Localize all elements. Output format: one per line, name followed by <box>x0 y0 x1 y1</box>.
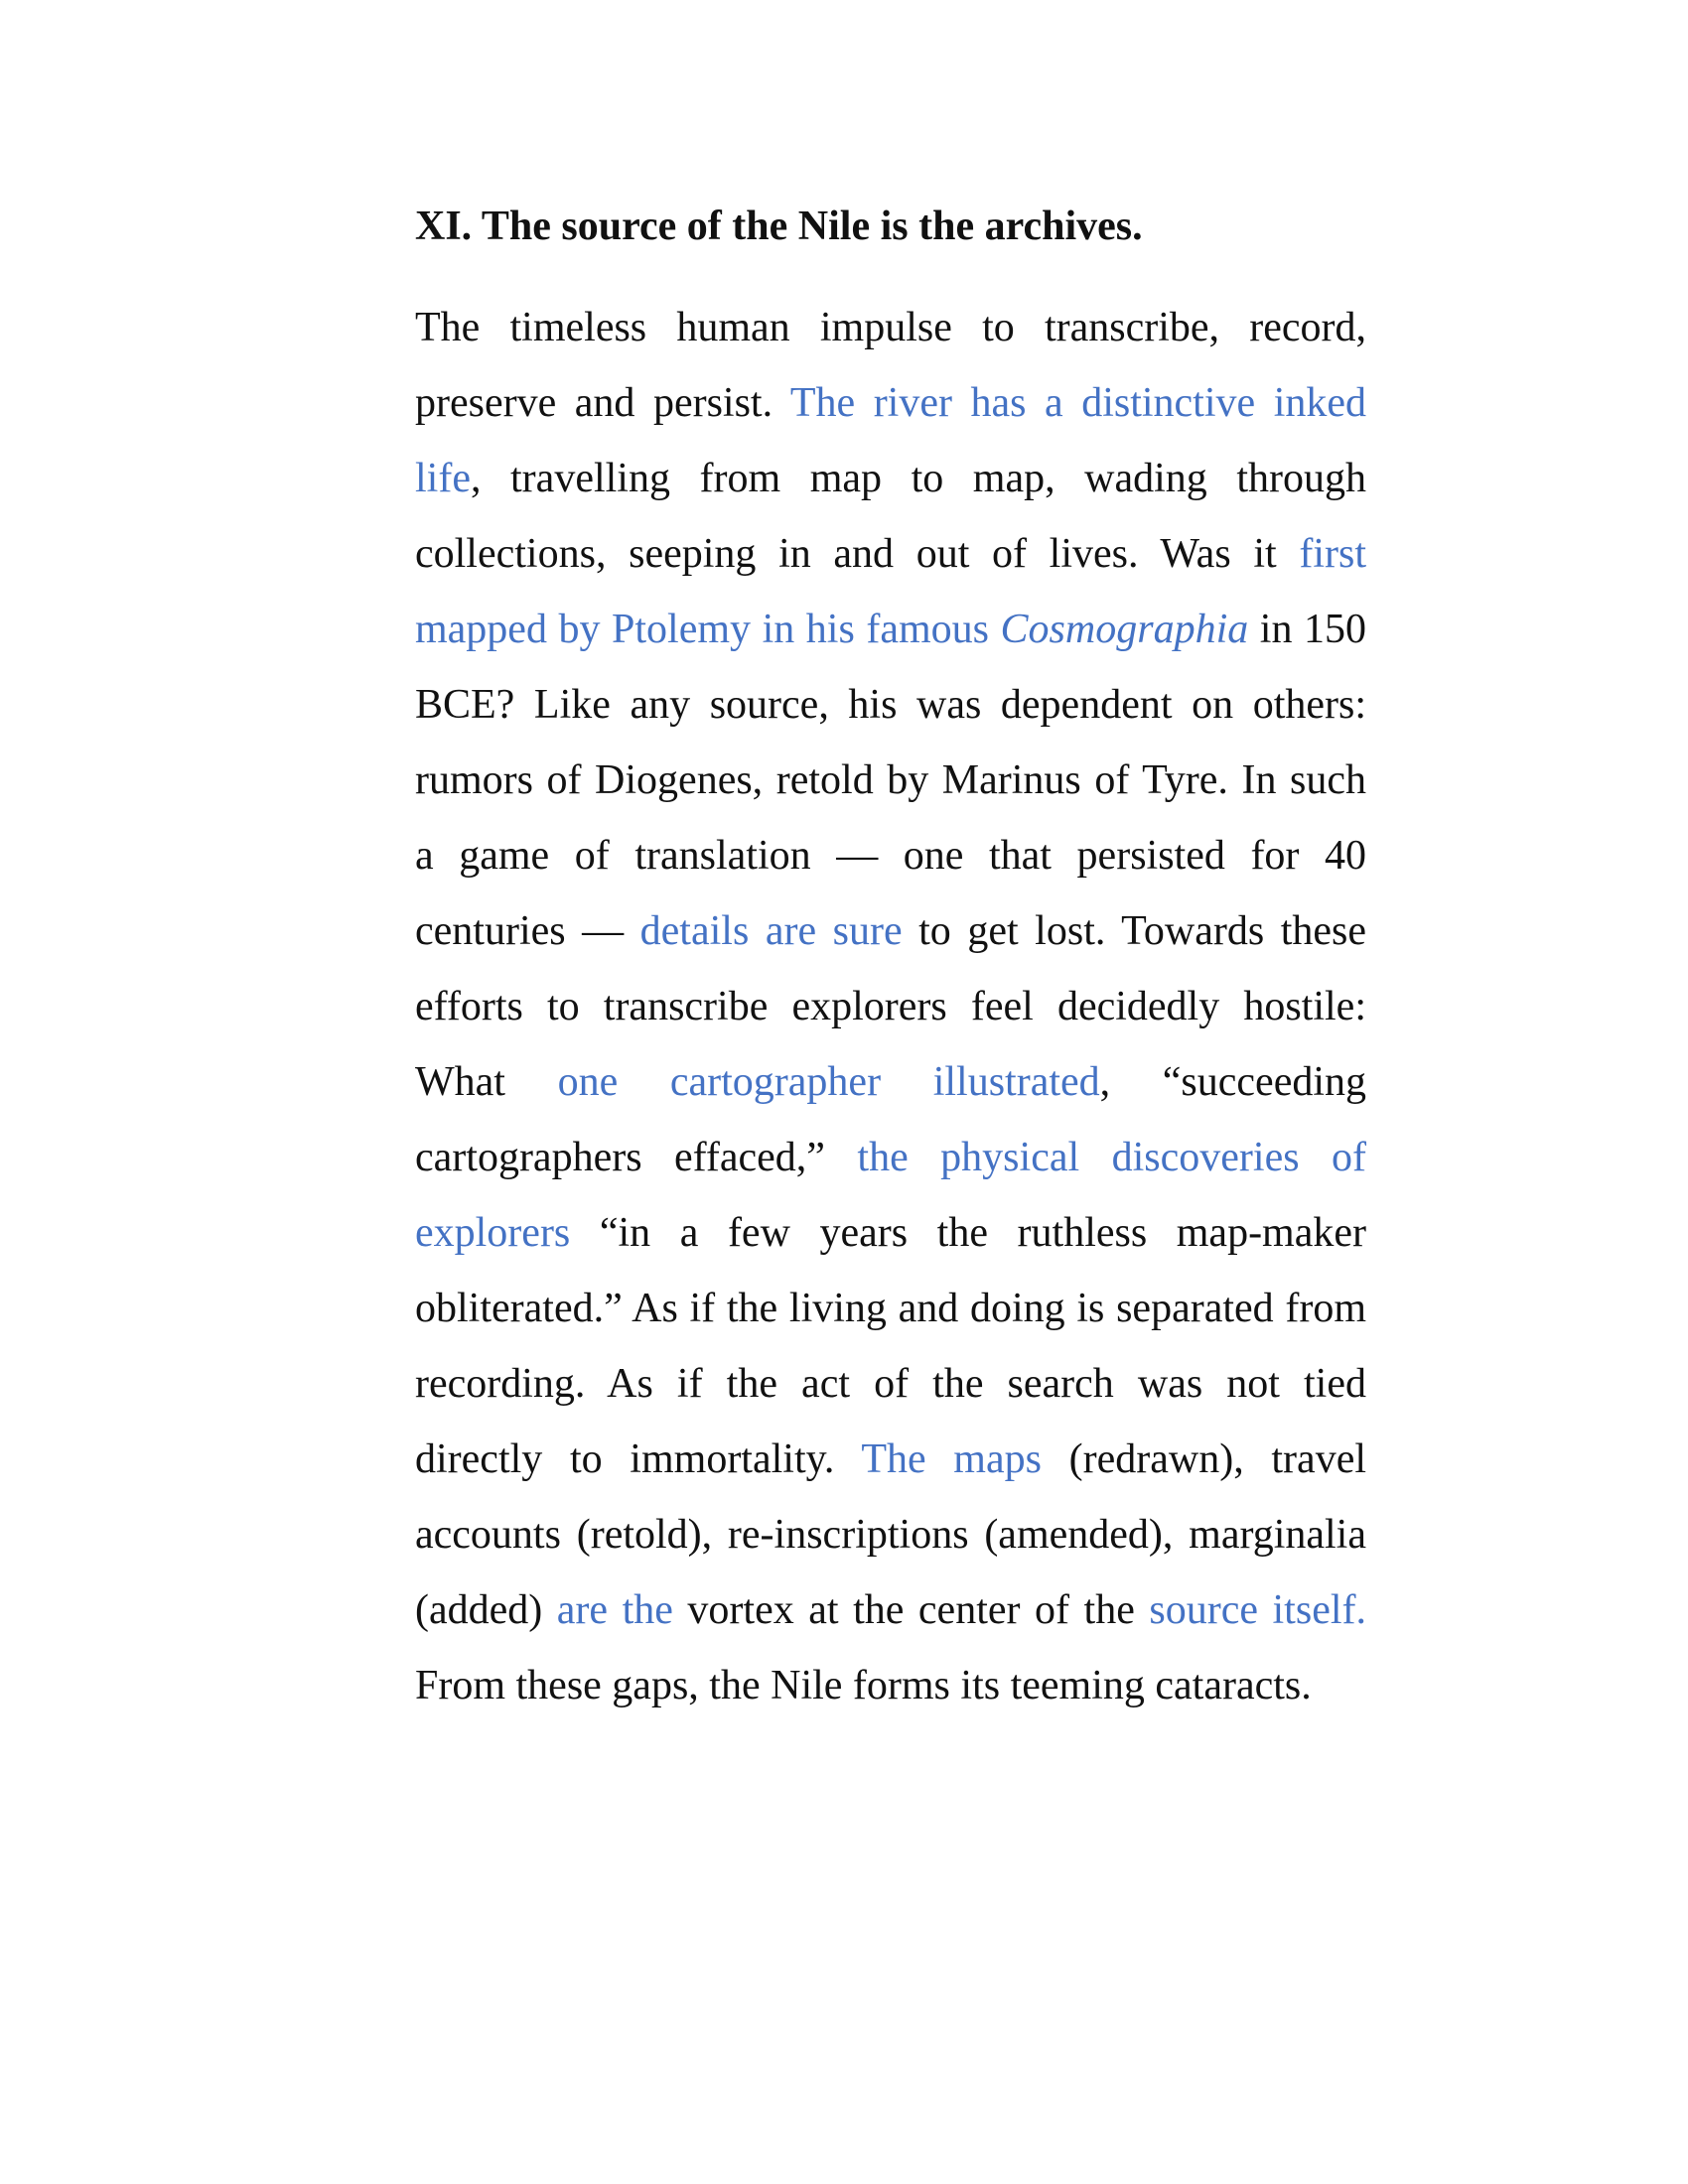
highlighted-phrase: one cartographer illustrated <box>557 1059 1100 1105</box>
text-segment: vortex at the center of the <box>672 1587 1150 1633</box>
page-content <box>415 197 1366 1723</box>
text-segment: , travelling from map to map, wading through collections, seeping in and out of lives. Was it <box>415 456 1366 577</box>
text-segment: (redrawn), travel accounts (retold), re-inscriptions (amended), marginalia (added) <box>415 1436 1367 1633</box>
highlighted-phrase: the physical discoveries of explorers <box>415 1135 1367 1256</box>
highlighted-phrase: details are sure <box>639 908 903 954</box>
highlighted-phrase: are the <box>556 1587 673 1633</box>
text-segment: “in a few years the ruthless map-maker obliterated.” As if the living and doing is separated from recording. As if the act of the search was not tied directly to immortality. <box>415 1210 1366 1482</box>
highlighted-italic-title: Cosmographia <box>1000 607 1249 652</box>
highlighted-phrase: The river has a distinctive inked life <box>415 380 1367 501</box>
highlighted-phrase: source itself. <box>1149 1587 1366 1633</box>
body-paragraph <box>415 290 1366 1723</box>
text-segment: in 150 BCE? Like any source, his was dependent on others: rumors of Diogenes, retold by Marinus of Tyre. In such a game of translation — one that persisted for 40 centuries — <box>415 607 1366 954</box>
section-heading: XI. The source of the Nile is the archives. <box>415 204 1143 249</box>
text-segment: , “succeeding cartographers effaced,” <box>415 1059 1367 1180</box>
text-segment: The timeless human impulse to transcribe, record, preserve and persist. <box>415 305 1366 426</box>
text-segment: to get lost. Towards these efforts to transcribe explorers feel decidedly hostile: What <box>415 908 1366 1105</box>
text-segment: From these gaps, the Nile forms its teeming cataracts. <box>415 1663 1312 1708</box>
highlighted-phrase: first mapped by Ptolemy in his famous <box>415 531 1366 652</box>
highlighted-phrase: The maps <box>861 1436 1042 1482</box>
